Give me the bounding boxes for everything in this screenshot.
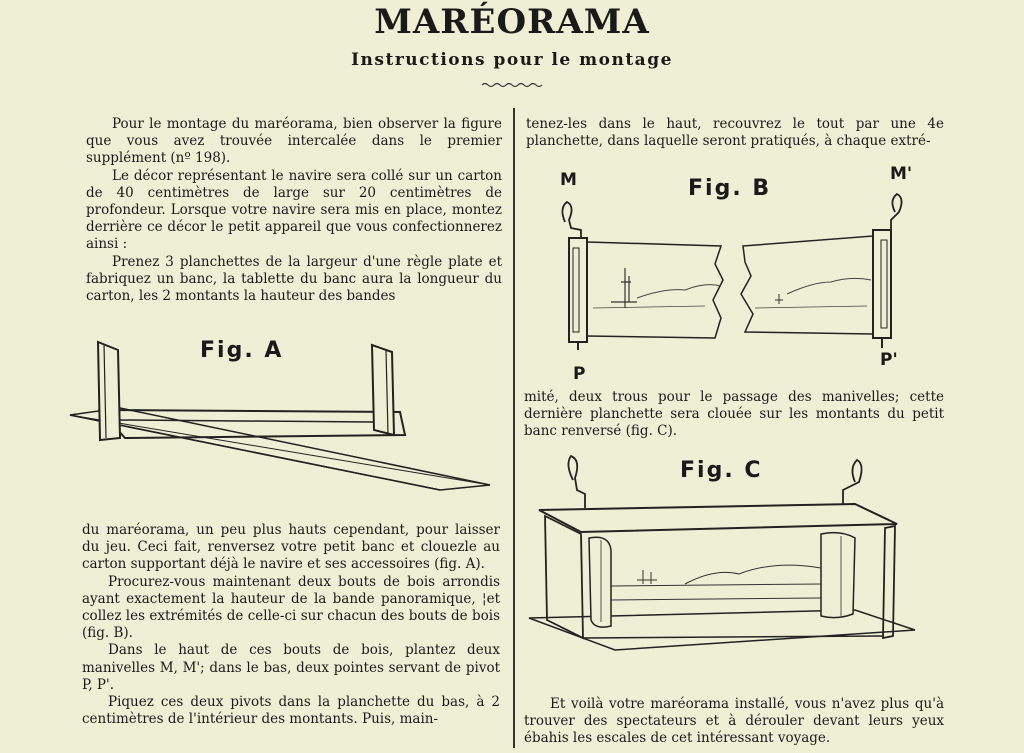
label-p-prime: P' [880,350,898,370]
left-column-continued [82,522,500,728]
page-title: MARÉORAMA [374,2,650,42]
right-column-conclusion [524,696,944,748]
column-divider [513,108,515,748]
right-column-mid [524,389,944,441]
paragraph: Le décor représentant le navire sera collé sur un carton de 40 centimètres de large sur 20 centimètres de profondeur. Lorsque votre navire sera mis en place, montez derrière ce décor le petit appareil que vous confectionnerez ainsi : [86,167,502,253]
fig-b-label: Fig. B [688,176,772,201]
paragraph: Piquez ces deux pivots dans la planchette du bas, à 2 centimètres de l'intérieur des montants. Puis, main- [82,694,500,728]
label-m-prime: M' [890,164,913,184]
paragraph: du maréorama, un peu plus hauts cependant, pour laisser du jeu. Ceci fait, renversez votre petit banc et clouezle au carton supportant déjà le navire et ses accessoires (fig. A). [82,522,500,573]
fig-b-panorama-rollers [555,190,915,360]
paragraph: Procurez-vous maintenant deux bouts de bois arrondis ayant exactement la hauteur de la bande panoramique, ¦et collez les extrémités de celle-ci sur chacun des bouts de bois (fig. B). [82,573,500,642]
title-ornament [482,82,542,88]
paragraph: Pour le montage du maréorama, bien observer la figure que vous avez trouvée intercalée dans le premier supplément (nº 198). [86,116,502,167]
paragraph: Prenez 3 planchettes de la largeur d'une règle plate et fabriquez un banc, la tablette du banc aura la longueur du carton, les 2 montants la hauteur des bandes [86,253,502,305]
left-column-intro [86,116,502,305]
fig-c-label: Fig. C [680,458,763,483]
paragraph: Dans le haut de ces bouts de bois, plantez deux manivelles M, M'; dans le bas, deux pointes servant de pivot P, P'. [82,642,500,693]
fig-a-bench-illustration [60,330,500,500]
paragraph: Et voilà votre maréorama installé, vous n'avez plus qu'à trouver des spectateurs et à dérouler devant leurs yeux ébahis les escales de cet intéressant voyage. [524,696,944,747]
page-subtitle: Instructions pour le montage [351,50,673,70]
right-column-intro [526,116,944,150]
fig-c-assembled-mareorama [525,450,925,680]
paragraph: tenez-les dans le haut, recouvrez le tout par une 4e planchette, dans laquelle seront pratiqués, à chaque extré- [526,116,944,150]
label-m: M [560,170,577,190]
fig-a-label: Fig. A [200,338,284,363]
label-p: P [573,364,586,384]
paragraph: mité, deux trous pour le passage des manivelles; cette dernière planchette sera clouée sur les montants du petit banc renversé (fig. C). [524,389,944,440]
